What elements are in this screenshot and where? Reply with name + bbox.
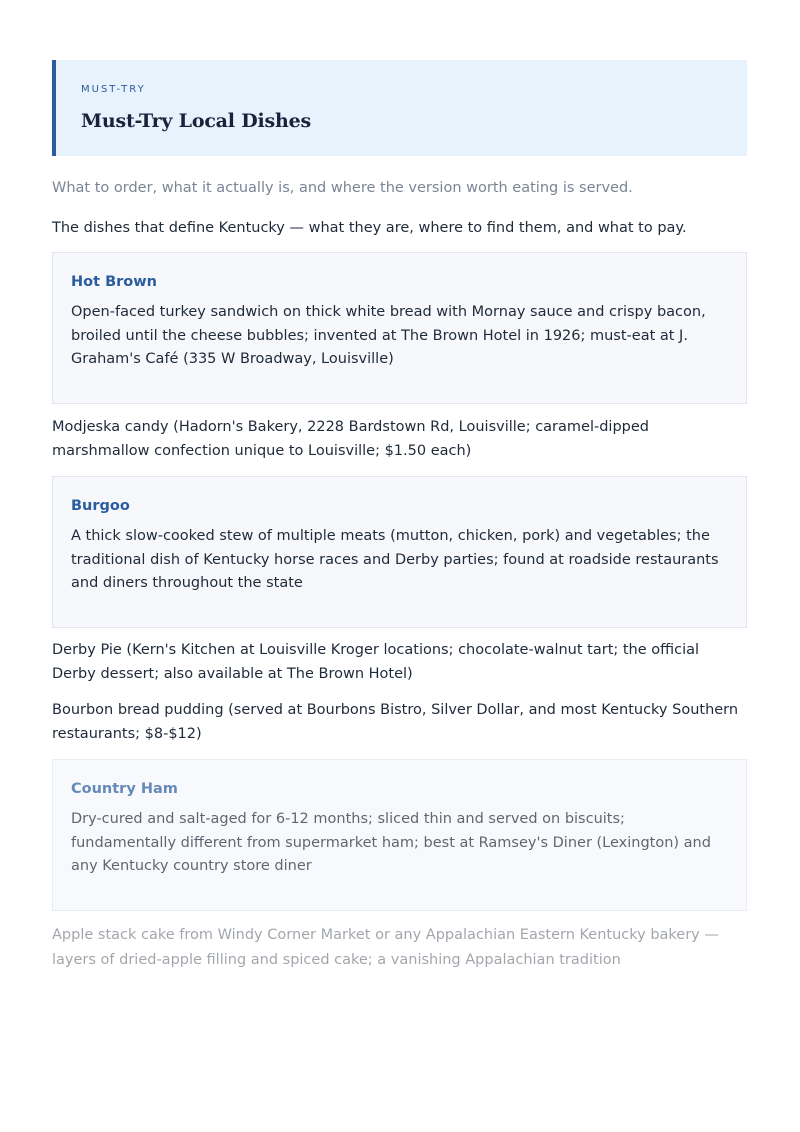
dish-card-burgoo (52, 476, 747, 628)
list-item: Derby Pie (Kern's Kitchen at Louisville Kroger locations; chocolate-walnut tart; the official Derby dessert; also available at The Brown Hotel) (52, 642, 700, 682)
dish-card-body: A thick slow-cooked stew of multiple meats (mutton, chicken, pork) and vegetables; the traditional dish of Kentucky horse races and Derby parties; found at roadside restaurants and diners throughout the state (71, 528, 719, 591)
page-subtitle: What to order, what it actually is, and where the version worth eating is served. (52, 180, 633, 196)
dish-card-country-ham (52, 759, 747, 911)
dish-card-title: Hot Brown (71, 274, 157, 290)
intro-paragraph: The dishes that define Kentucky — what they are, where to find them, and what to pay. (52, 220, 687, 236)
list-item: Bourbon bread pudding (served at Bourbons Bistro, Silver Dollar, and most Kentucky Southern restaurants; $8-$12) (52, 702, 739, 742)
dish-card-body: Open-faced turkey sandwich on thick white bread with Mornay sauce and crispy bacon, broiled until the cheese bubbles; invented at The Brown Hotel in 1926; must-eat at J. Graham's Café (335 W Broadway, Louisville) (71, 304, 706, 367)
list-item: Apple stack cake from Windy Corner Market or any Appalachian Eastern Kentucky bakery — layers of dried-apple filling and spiced cake; a vanishing Appalachian tradition (52, 927, 719, 968)
dish-card-body: Dry-cured and salt-aged for 6-12 months; sliced thin and served on biscuits; fundamentally different from supermarket ham; best at Ramsey's Diner (Lexington) and any Kentucky country store diner (71, 811, 711, 874)
dish-card-title: Country Ham (71, 781, 178, 797)
dish-card-hot-brown (52, 252, 747, 404)
section-eyebrow: MUST-TRY (81, 84, 146, 95)
page-title: Must-Try Local Dishes (81, 110, 312, 132)
section-header (52, 60, 747, 156)
list-item: Modjeska candy (Hadorn's Bakery, 2228 Bardstown Rd, Louisville; caramel-dipped marshmallow confection unique to Louisville; $1.50 each) (52, 419, 649, 459)
dish-card-title: Burgoo (71, 498, 130, 514)
page-content (52, 60, 747, 973)
